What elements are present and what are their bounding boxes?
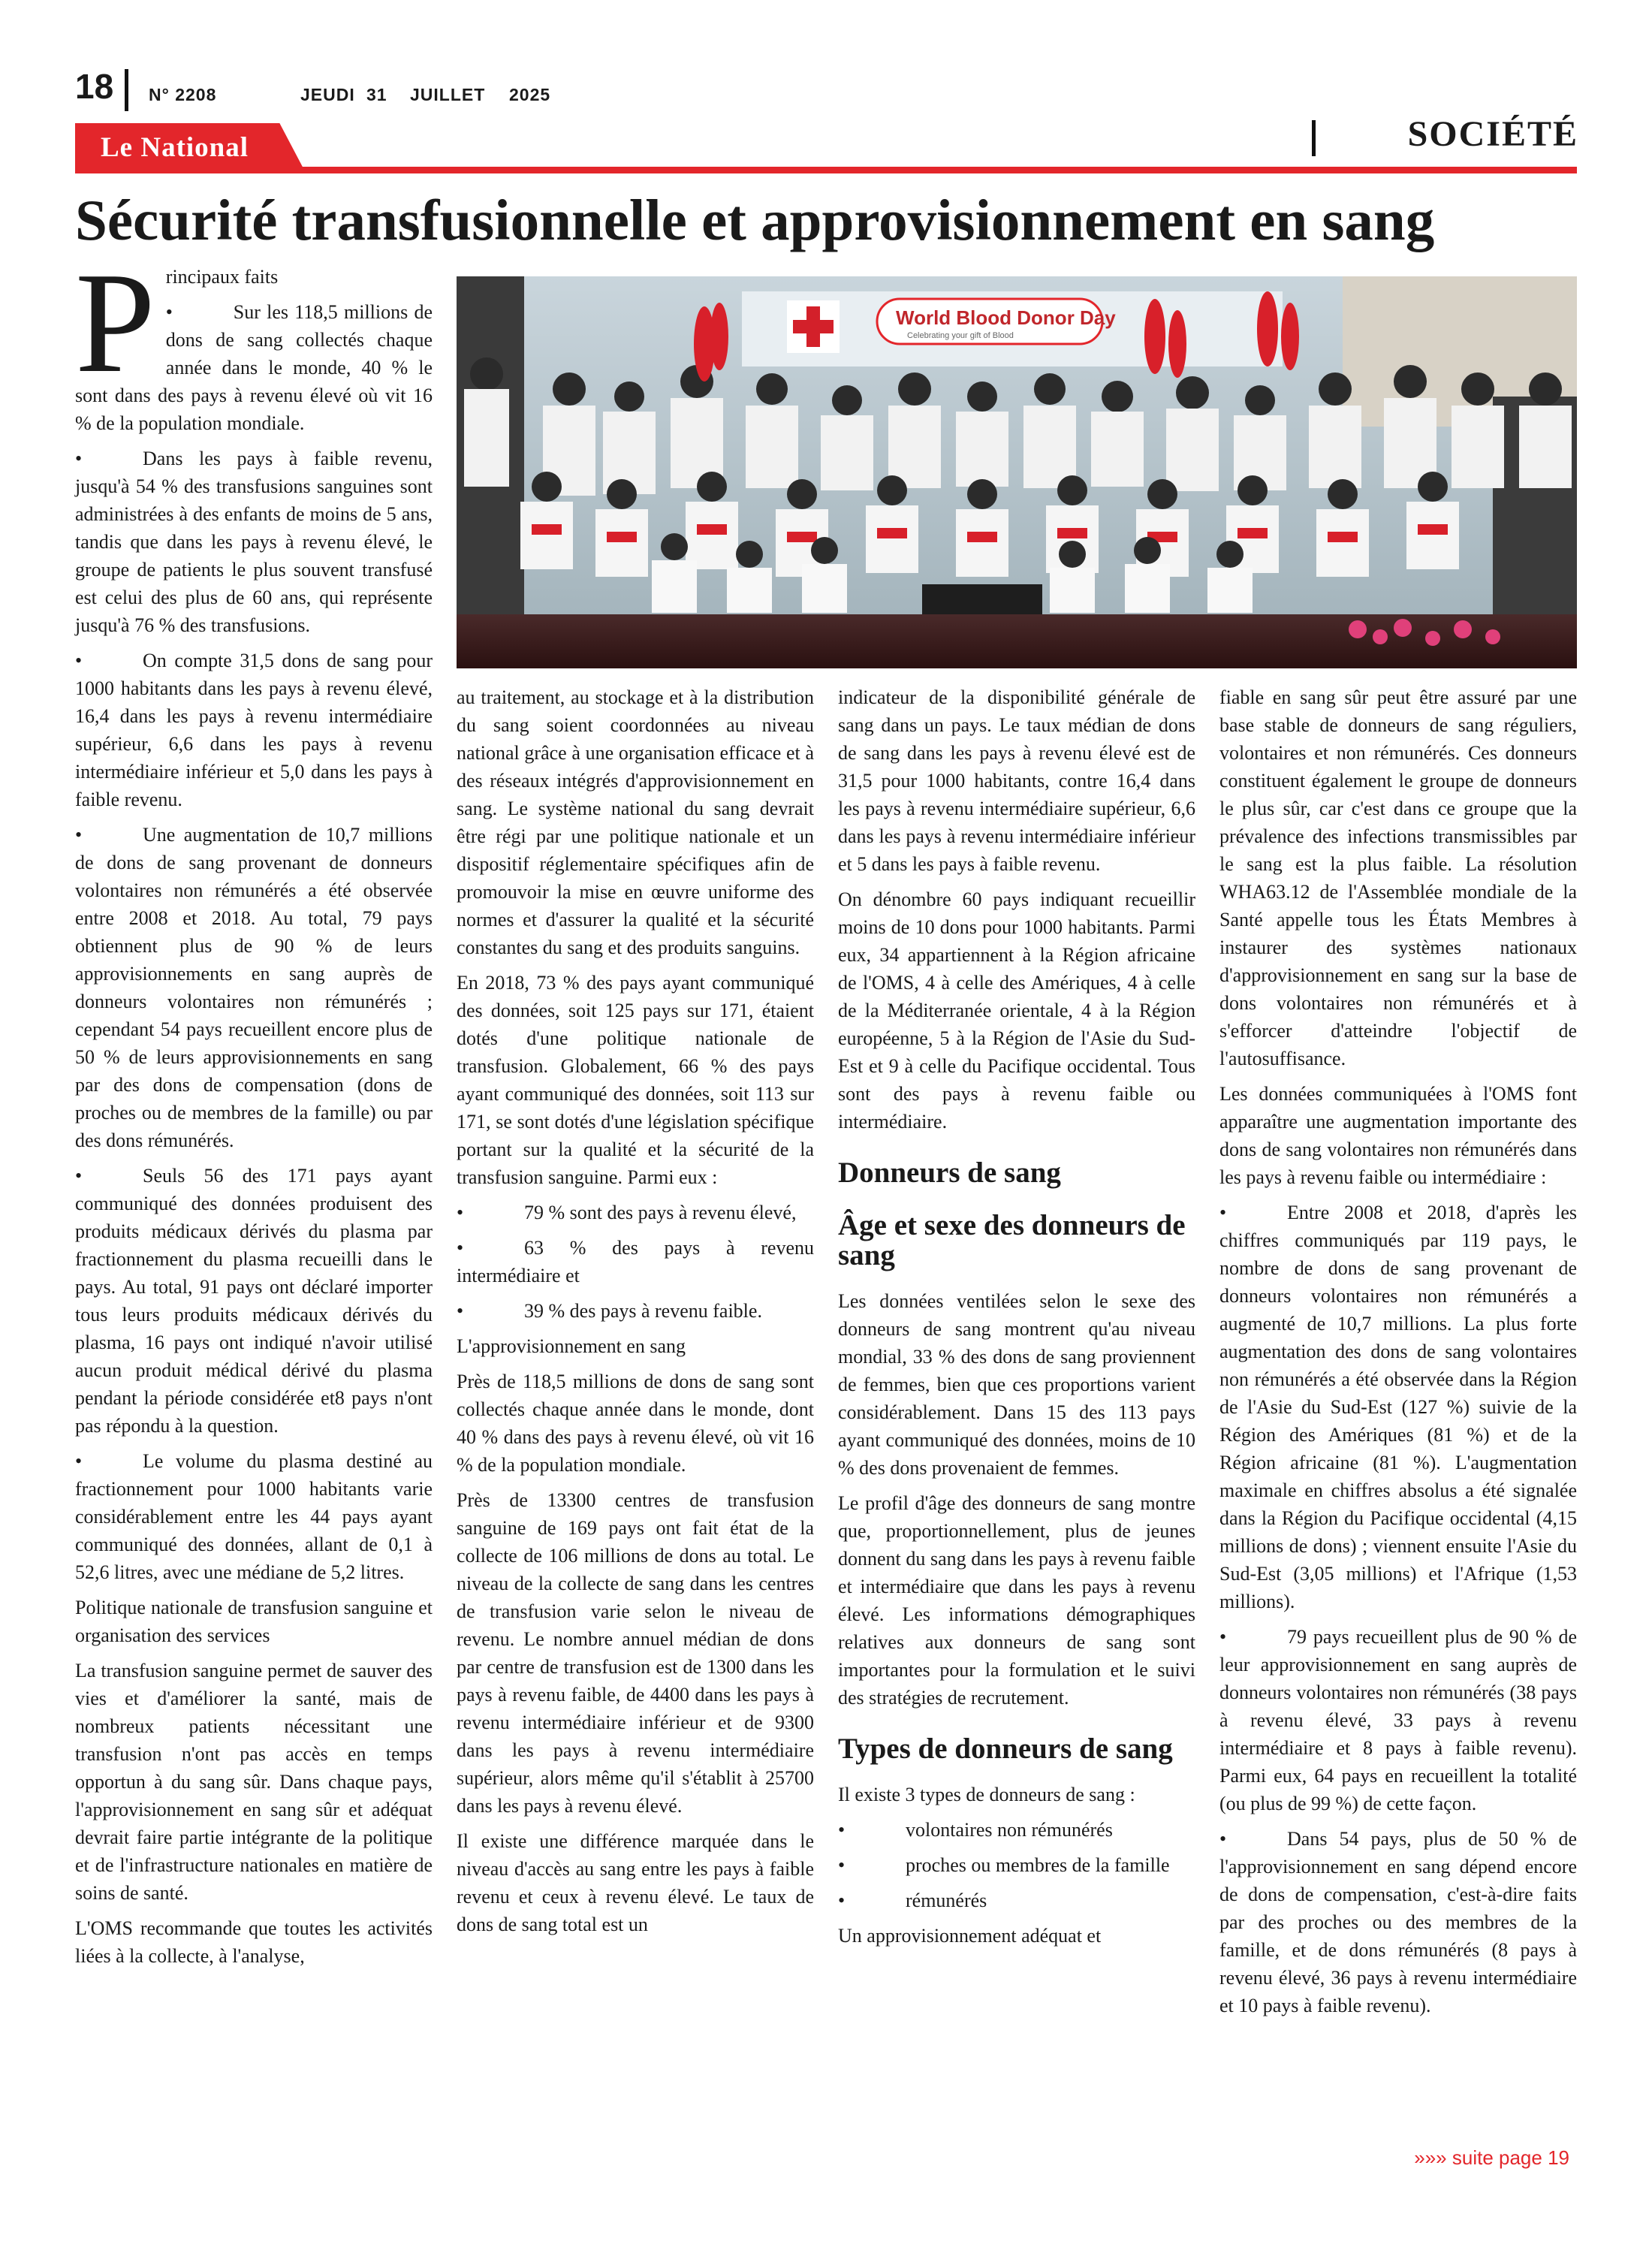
paragraph: Les données ventilées selon le sexe des donneurs de sang montrent qu'au niveau mondial, 33 % des dons de sang proviennent de femmes, bien que ces proportions varient considérablement. Dans 15 des 113 pays ayant communiqué des données, moins de 10 % des dons provenaient de femmes.: [838, 1290, 1195, 1479]
bullet-icon: •: [1219, 1202, 1227, 1223]
subheading: L'approvisionnement en sang: [457, 1335, 686, 1357]
bullet-item: [1219, 1199, 1577, 1615]
issue-number: N° 2208: [149, 85, 217, 104]
bullet-text: 79 % sont des pays à revenu élevé,: [524, 1202, 797, 1223]
bullet-item: [75, 1447, 433, 1586]
bullet-icon: •: [165, 301, 173, 323]
page-number: 18: [75, 67, 114, 106]
bullet-text: Dans les pays à faible revenu, jusqu'à 54 % des transfusions sanguines sont administrées à des enfants de moins de 5 ans, tandis que dans les pays à revenu élevé, le groupe de patients le plus souvent transfusé est celui des plus de 60 ans, qui représente jusqu'à 76 % des transfusions.: [75, 448, 433, 636]
paragraph: Un approvisionnement adéquat et: [838, 1925, 1102, 1947]
banner-subtext: Celebrating your gift of Blood: [907, 331, 1014, 340]
bullet-icon: •: [75, 448, 83, 469]
bullet-item: [838, 1851, 1195, 1879]
paragraph: Il existe une différence marquée dans le niveau d'accès au sang entre les pays à faible revenu et ceux à revenu élevé. Le taux de dons de sang total est un: [457, 1830, 814, 1935]
paragraph: L'OMS recommande que toutes les activités liées à la collecte, à l'analyse,: [75, 1917, 433, 1967]
article-title: Sécurité transfusionnelle et approvisionnement en sang: [75, 188, 1435, 252]
section-divider: [1312, 120, 1316, 156]
bullet-icon: •: [457, 1202, 464, 1223]
header-rule: [75, 167, 1577, 173]
bullet-item: [838, 1816, 1195, 1844]
continued-link[interactable]: »»» suite page 19: [1414, 2146, 1569, 2169]
column-4: [1219, 683, 1577, 2027]
bullet-text: Sur les 118,5 millions de dons de sang collectés chaque année dans le monde, 40 % le sont dans des pays à revenu élevé où vit 16 % de la population mondiale.: [75, 301, 433, 434]
paragraph: La transfusion sanguine permet de sauver des vies et d'améliorer la santé, mais de nombreux patients nécessitant une transfusion n'ont pas accès en temps opportun à du sang sûr. Dans chaque pays, l'approvisionnement en sang sûr et adéquat devrait faire partie intégrante de la politique et de l'infrastructure nationales en matière de soins de santé.: [75, 1660, 433, 1904]
paragraph: On dénombre 60 pays indiquant recueillir moins de 10 dons pour 1000 habitants. Parmi eux, 34 appartiennent à la Région africaine de l'OMS, 4 à celle des Amériques, 4 à celle de la Méditerranée orientale, 4 à la Région européenne, 5 à la Région de l'Asie du Sud-Est et 9 à celle du Pacifique occidental. Tous sont des pays à revenu faible ou intermédiaire.: [838, 888, 1195, 1133]
date-year: 2025: [509, 85, 551, 104]
column-1: [75, 243, 433, 1977]
bullet-item: [75, 1162, 433, 1440]
bullet-text: 79 pays recueillent plus de 90 % de leur approvisionnement en sang auprès de donneurs volontaires non rémunérés (38 pays à revenu élevé, 33 pays à revenu intermédiaire et 8 pays à faible revenu). Parmi eux, 64 pays en recueillent la totalité (ou plus de 99 %) de cette façon.: [1219, 1626, 1577, 1814]
section-heading: Âge et sexe des donneurs de sang: [838, 1209, 1186, 1271]
bullet-item: [1219, 1623, 1577, 1817]
column-3: [838, 683, 1195, 1957]
paragraph: Près de 118,5 millions de dons de sang sont collectés chaque année dans le monde, dont 40 % dans des pays à revenu élevé, où vit 16 % de la population mondiale.: [457, 1371, 814, 1476]
paragraph: au traitement, au stockage et à la distribution du sang soient coordonnées au niveau national grâce à une organisation efficace et à des réseaux intégrés d'approvisionnement en sang. Le système national du sang devrait être régi par une politique nationale et un dispositif réglementaire spécifiques afin de promouvoir la mise en œuvre uniforme des normes et d'assurer la qualité et la sécurité constantes du sang et des produits sanguins.: [457, 686, 814, 958]
bullet-text: Entre 2008 et 2018, d'après les chiffres communiqués par 119 pays, le nombre de dons de sang provenant de donneurs volontaires non rémunérés a augmenté de 10,7 millions. La plus forte augmentation des dons de sang volontaires non rémunérés a été observée dans la Région de l'Asie du Sud-Est (127 %) suivie de la Région des Amériques (81 %) et de la Région africaine (81 %). L'augmentation maximale en chiffres absolus a été signalée dans la Région du Pacifique occidental (4,15 millions de dons) ; viennent ensuite l'Asie du Sud-Est (3,05 millions) et l'Afrique (1,53 millions).: [1219, 1202, 1577, 1612]
section-heading: Donneurs de sang: [838, 1157, 1061, 1189]
bullet-text: 63 % des pays à revenu intermédiaire et: [457, 1237, 814, 1286]
article-photo: [457, 276, 1577, 668]
bullet-icon: •: [75, 1450, 83, 1472]
bullet-text: Le volume du plasma destiné au fractionnement pour 1000 habitants varie considérablement entre les 44 pays ayant communiqué des données, allant de 0,1 à 52,6 litres, avec une médiane de 5,2 litres.: [75, 1450, 433, 1583]
column-2: [457, 683, 814, 1946]
paragraph: indicateur de la disponibilité générale de sang dans un pays. Le taux médian de dons de sang dans les pays à revenu élevé est de 31,5 pour 1000 habitants, contre 16,4 dans les pays à revenu intermédiaire supérieur, 6,6 dans les pays à revenu intermédiaire inférieur et 5 dans les pays à faible revenu.: [838, 686, 1195, 875]
publication-name: Le National: [101, 132, 249, 163]
bullet-icon: •: [457, 1237, 464, 1259]
section-label: SOCIÉTÉ: [1407, 114, 1578, 154]
bullet-item: [75, 821, 433, 1154]
intro-heading: rincipaux faits: [165, 266, 279, 288]
paragraph: Les données communiquées à l'OMS font apparaître une augmentation importante des dons de sang volontaires non rémunérés dans les pays à revenu faible ou intermédiaire :: [1219, 1083, 1577, 1188]
drop-cap: P: [75, 243, 155, 403]
bullet-item: [1219, 1825, 1577, 2019]
bullet-text: 39 % des pays à revenu faible.: [524, 1300, 762, 1322]
bullet-text: volontaires non rémunérés: [906, 1819, 1113, 1841]
bullet-icon: •: [1219, 1626, 1227, 1648]
bullet-text: Une augmentation de 10,7 millions de dons de sang provenant de donneurs volontaires non rémunérés a été observée entre 2008 et 2018. Au total, 79 pays obtiennent plus de 90 % de leurs approvisionnements en sang auprès de donneurs volontaires non rémunérés ; cependant 54 pays recueillent encore plus de 50 % de leurs approvisionnements en sang par des dons de compensation (dons de proches ou de membres de la famille) ou par des dons rémunérés.: [75, 824, 433, 1151]
bullet-icon: •: [838, 1890, 846, 1911]
bullet-item: [75, 647, 433, 813]
bullet-icon: •: [838, 1854, 846, 1876]
bullet-icon: •: [75, 824, 83, 846]
section-heading: Types de donneurs de sang: [838, 1733, 1173, 1765]
bullet-text: rémunérés: [906, 1890, 987, 1911]
bullet-text: proches ou membres de la famille: [906, 1854, 1170, 1876]
bullet-icon: •: [838, 1819, 846, 1841]
bullet-icon: •: [75, 1165, 83, 1187]
banner-text: World Blood Donor Day: [896, 306, 1116, 329]
bullet-text: On compte 31,5 dons de sang pour 1000 habitants dans les pays à revenu élevé, 16,4 dans les pays à revenu intermédiaire supérieur, 6,6 dans les pays à revenu intermédiaire inférieur et 5,0 dans les pays à faible revenu.: [75, 650, 433, 810]
paragraph: Le profil d'âge des donneurs de sang montre que, proportionnellement, plus de jeunes donnent du sang dans les pays à revenu faible et intermédiaire que dans les pays à revenu élevé. Les informations démographiques relatives aux donneurs de sang sont importantes pour la formulation et le suivi des stratégies de recrutement.: [838, 1492, 1195, 1709]
date-day: JEUDI: [300, 85, 355, 104]
bullet-item: [838, 1887, 1195, 1914]
bullet-text: Seuls 56 des 171 pays ayant communiqué des données produisent des produits médicaux dérivés du plasma par fractionnement du plasma recueilli dans le pays. Au total, 91 pays ont déclaré importer tous leurs produits médicaux dérivés du plasma, 16 pays ont indiqué n'avoir utilisé aucun produit médical dérivé du plasma pendant la période considérée et8 pays n'ont pas répondu à la question.: [75, 1165, 433, 1437]
subheading: Politique nationale de transfusion sanguine et organisation des services: [75, 1597, 433, 1646]
bullet-item: [457, 1199, 814, 1226]
bullet-item: [457, 1297, 814, 1325]
header-divider: [125, 69, 128, 111]
paragraph: fiable en sang sûr peut être assuré par une base stable de donneurs de sang réguliers, volontaires et non rémunérés. Ces donneurs constituent également le groupe de donneurs le plus sûr, car c'est dans ce groupe que la prévalence des infections transmissibles par le sang est la plus faible. La résolution WHA63.12 de l'Assemblée mondiale de la Santé appelle tous les États Membres à instaurer des systèmes nationaux d'approvisionnement en sang sur la base de dons volontaires non rémunérés et à s'efforcer d'atteindre l'objectif de l'autosuffisance.: [1219, 686, 1577, 1069]
bullet-icon: •: [457, 1300, 464, 1322]
bullet-item: [75, 445, 433, 639]
bullet-text: Dans 54 pays, plus de 50 % de l'approvisionnement en sang dépend encore de dons de compensation, c'est-à-dire faits par des proches ou des membres de la famille, et de dons rémunérés (8 pays à revenu élevé, 36 pays à revenu intermédiaire et 10 pays à faible revenu).: [1219, 1828, 1577, 2016]
date-month: JUILLET: [410, 85, 486, 104]
bullet-icon: •: [1219, 1828, 1227, 1850]
date-number: 31: [366, 85, 387, 104]
paragraph: En 2018, 73 % des pays ayant communiqué des données, soit 125 pays sur 171, étaient dotés d'une politique nationale de transfusion. Globalement, 66 % des pays ayant communiqué des données, soit 113 sur 171, se sont dotés d'une législation spécifique portant sur la qualité et la sécurité de la transfusion sanguine. Parmi eux :: [457, 972, 814, 1188]
paragraph: Près de 13300 centres de transfusion sanguine de 169 pays ont fait état de la collecte de 106 millions de dons au total. Le niveau de la collecte de sang dans les centres de transfusion varie selon le niveau de revenu. Le nombre annuel médian de dons par centre de transfusion est de 1300 dans les pays à revenu faible, de 4400 dans les pays à revenu intermédiaire inférieur et de 9300 dans les pays à revenu intermédiaire supérieur, alors même qu'il s'établit à 25700 dans les pays à revenu élevé.: [457, 1489, 814, 1817]
paragraph: Il existe 3 types de donneurs de sang :: [838, 1784, 1135, 1805]
bullet-item: [457, 1234, 814, 1289]
bullet-icon: •: [75, 650, 83, 671]
